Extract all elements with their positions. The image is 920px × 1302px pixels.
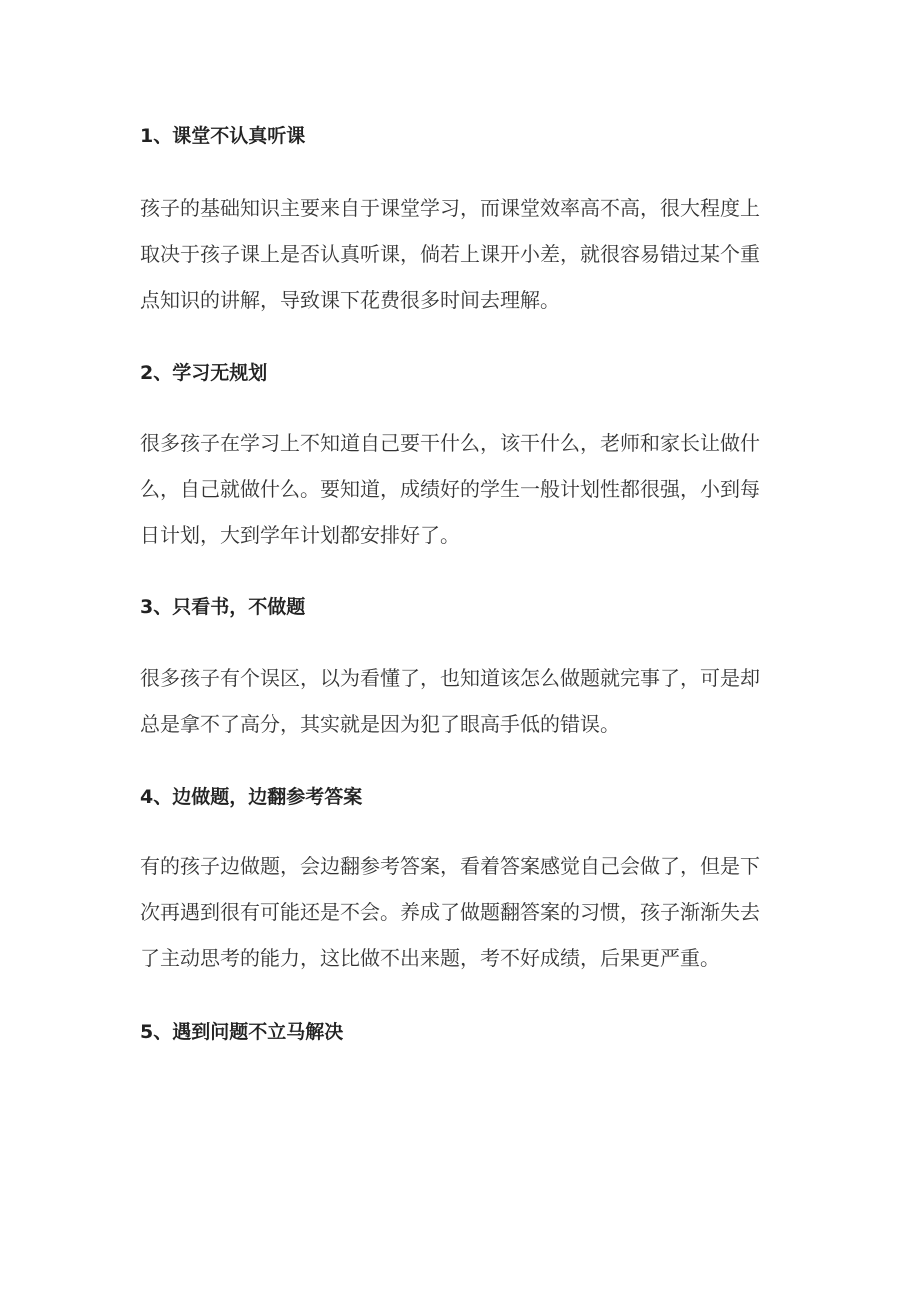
paragraph-line: 么，自己就做什么。要知道，成绩好的学生一般计划性都很强，小到每 [140, 477, 760, 501]
paragraph-line: 孩子的基础知识主要来自于课堂学习，而课堂效率高不高，很大程度上 [140, 196, 760, 220]
section-4-heading: 4、边做题，边翻参考答案 [140, 786, 363, 808]
section-3-paragraph [140, 655, 800, 747]
paragraph-line: 总是拿不了高分，其实就是因为犯了眼高手低的错误。 [140, 712, 620, 736]
section-3-heading: 3、只看书，不做题 [140, 596, 306, 618]
section-5-heading: 5、遇到问题不立马解决 [140, 1021, 344, 1043]
section-1-paragraph [140, 185, 800, 323]
paragraph-line: 了主动思考的能力，这比做不出来题，考不好成绩，后果更严重。 [140, 946, 720, 970]
section-1-heading: 1、课堂不认真听课 [140, 125, 306, 147]
paragraph-line: 日计划，大到学年计划都安排好了。 [140, 523, 460, 547]
section-2-heading: 2、学习无规划 [140, 362, 268, 384]
section-2-paragraph [140, 420, 800, 558]
paragraph-line: 取决于孩子课上是否认真听课，倘若上课开小差，就很容易错过某个重 [140, 242, 760, 266]
paragraph-line: 很多孩子在学习上不知道自己要干什么，该干什么，老师和家长让做什 [140, 431, 760, 455]
section-4-paragraph [140, 843, 800, 981]
paragraph-line: 很多孩子有个误区，以为看懂了，也知道该怎么做题就完事了，可是却 [140, 666, 760, 690]
paragraph-line: 点知识的讲解，导致课下花费很多时间去理解。 [140, 288, 560, 312]
paragraph-line: 次再遇到很有可能还是不会。养成了做题翻答案的习惯，孩子渐渐失去 [140, 900, 760, 924]
paragraph-line: 有的孩子边做题，会边翻参考答案，看着答案感觉自己会做了，但是下 [140, 854, 760, 878]
